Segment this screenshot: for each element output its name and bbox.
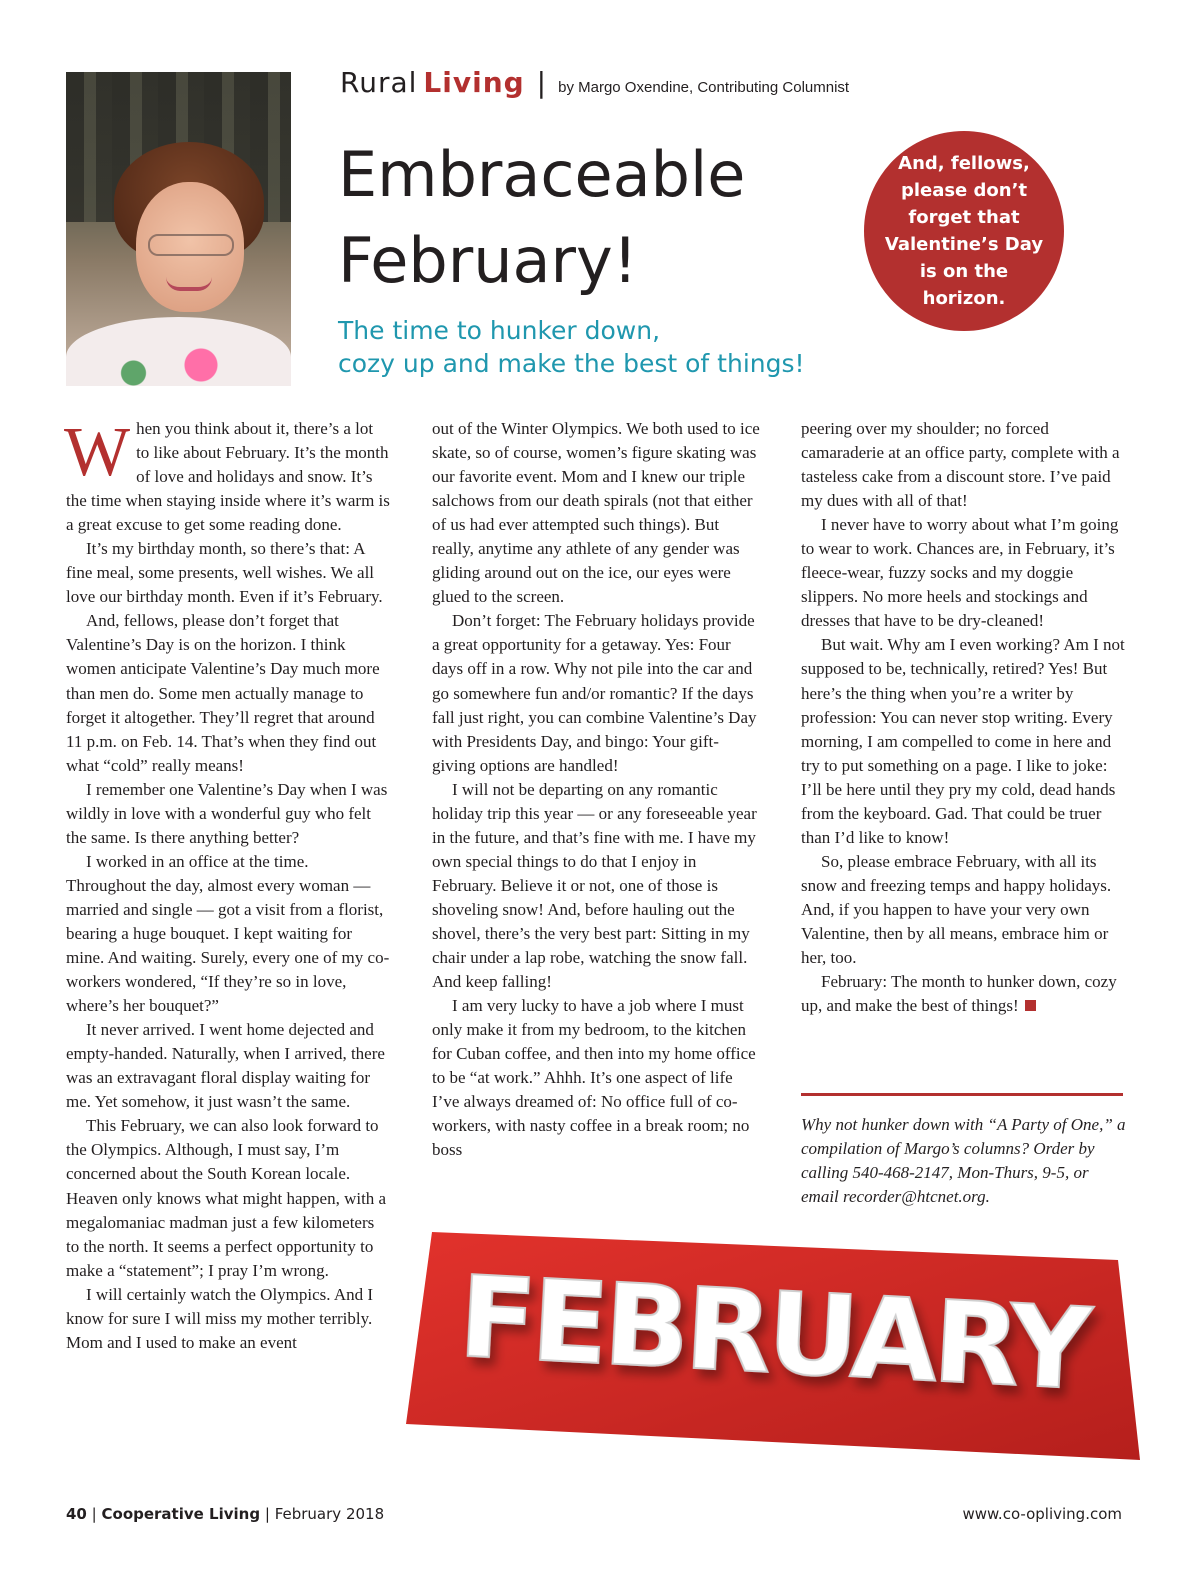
paragraph: So, please embrace February, with all its snow and freezing temps and happy holidays. And, if you happen to have your very own Valentine, then by all means, embrace him or her, too. bbox=[801, 851, 1112, 968]
paragraph: It never arrived. I went home dejected and empty-handed. Naturally, when I arrived, there was an extravagant floral display waiting for me. Yet somehow, it just wasn’t the same. bbox=[66, 1020, 385, 1112]
february-graphic bbox=[400, 1224, 1145, 1464]
paragraph: February: The month to hunker down, cozy up, and make the best of things! bbox=[801, 972, 1117, 1016]
paragraph: It’s my birthday month, so there’s that: A fine meal, some presents, well wishes. We all love our birthday month. Even if it’s February. bbox=[66, 539, 383, 607]
footer-separator: | bbox=[264, 1505, 270, 1523]
issue-date: February 2018 bbox=[274, 1505, 385, 1523]
header-separator: | bbox=[536, 66, 547, 99]
paragraph: Don’t forget: The February holidays provide a great opportunity for a getaway. Yes: Four days off in a row. Why not pile into the car and go somewhere fun and/or romantic? If the days fall just right, you can combine Valentine’s Day with Presidents Day, and bingo: Your gift-giving options are handled! bbox=[432, 611, 757, 775]
paragraph: I never have to worry about what I’m going to wear to work. Chances are, in February, it’s fleece-wear, fuzzy socks and my doggie slippers. No more heels and stockings and dresses that have to be dry-cleaned! bbox=[801, 515, 1119, 631]
section-name-living: Living bbox=[423, 66, 525, 99]
promo-divider bbox=[801, 1093, 1123, 1096]
february-banner-svg bbox=[400, 1224, 1145, 1464]
article-column-1 bbox=[64, 414, 390, 1355]
paragraph: When you think about it, there’s a lot to like about February. It’s the month of love and holidays and snow. It’s the time when staying inside where it’s warm is a great excuse to get some reading done. bbox=[64, 414, 390, 535]
paragraph: I am very lucky to have a job where I must only make it from my bedroom, to the kitchen for Cuban coffee, and then into my home office to be “at work.” Ahhh. It’s one aspect of life I’ve always dreamed of: No office full of co-workers, with nasty coffee in a break room; no boss bbox=[432, 996, 756, 1160]
subtitle-line-2: cozy up and make the best of things! bbox=[338, 349, 805, 378]
paragraph: I worked in an office at the time. Throughout the day, almost every woman — married and single — got a visit from a florist, bearing a huge bouquet. I kept waiting for mine. And waiting. Surely, every one of my co-workers wondered, “If they’re so in love, where’s her bouquet?” bbox=[66, 851, 390, 1016]
paragraph: And, fellows, please don’t forget that Valentine’s Day is on the horizon. I think women anticipate Valentine’s Day much more than men do. Some men actually manage to forget it altogether. They’ll regret that around 11 p.m. on Feb. 14. That’s when they find out what “cold” really means! bbox=[66, 611, 380, 775]
columnist-photo bbox=[66, 72, 291, 386]
banner-text: FEBRUARY bbox=[456, 1252, 1091, 1416]
page-number: 40 bbox=[66, 1505, 87, 1523]
website-link[interactable]: www.co-opliving.com bbox=[962, 1505, 1122, 1523]
article-column-2 bbox=[432, 417, 762, 1162]
column-header bbox=[340, 66, 849, 106]
article-title bbox=[338, 132, 858, 304]
drop-cap: W bbox=[64, 414, 131, 491]
title-line-1: Embraceable bbox=[338, 138, 746, 211]
title-line-2: February! bbox=[338, 224, 638, 297]
paragraph: I will not be departing on any romantic holiday trip this year — or any foreseeable year in the future, and that’s fine with me. I have my own special things to do that I enjoy in February. Believe it or not, one of those is shoveling snow! And, before hauling out the shovel, there’s the very best part: Sitting in my chair under a lap robe, watching the snow fall. And keep falling! bbox=[432, 779, 757, 992]
end-mark-icon bbox=[1025, 1000, 1036, 1011]
footer-separator: | bbox=[91, 1505, 97, 1523]
paragraph: peering over my shoulder; no forced camaraderie at an office party, complete with a tasteless cake from a discount store. I’ve paid my dues with all of that! bbox=[801, 419, 1120, 511]
paragraph: I will certainly watch the Olympics. And I know for sure I will miss my mother terribly. Mom and I used to make an event bbox=[66, 1284, 374, 1352]
footer-left bbox=[66, 1505, 384, 1523]
pull-quote-circle bbox=[864, 131, 1064, 331]
section-name-rural: Rural bbox=[340, 66, 418, 99]
paragraph: I remember one Valentine’s Day when I was wildly in love with a wonderful guy who felt the same. Is there anything better? bbox=[66, 779, 388, 847]
paragraph: This February, we can also look forward to the Olympics. Although, I must say, I’m concerned about the South Korean locale. Heaven only knows what might happen, with a megalomaniac madman just a few kilometers to the north. It seems a perfect opportunity to make a “statement”; I pray I’m wrong. bbox=[66, 1116, 387, 1280]
article-subtitle bbox=[338, 314, 858, 380]
publication-name: Cooperative Living bbox=[101, 1505, 261, 1523]
paragraph: out of the Winter Olympics. We both used to ice skate, so of course, women’s figure skating was our favorite event. Mom and I knew our triple salchows from our death spirals (not that either of us had ever attempted such things). But really, anytime any athlete of any gender was gliding around out on the ice, our eyes were glued to the screen. bbox=[432, 419, 760, 607]
subtitle-line-1: The time to hunker down, bbox=[338, 316, 661, 345]
promo-text: Why not hunker down with “A Party of One,” a compilation of Margo’s columns? Order by calling 540-468-2147, Mon-Thurs, 9-5, or email recorder@htcnet.org. bbox=[801, 1115, 1126, 1206]
byline: by Margo Oxendine, Contributing Columnist bbox=[558, 79, 850, 96]
article-column-3 bbox=[801, 417, 1127, 1018]
pull-quote-text: And, fellows, please don’t forget that Valentine’s Day is on the horizon. bbox=[884, 153, 1044, 309]
paragraph: But wait. Why am I even working? Am I not supposed to be, technically, retired? Yes! But here’s the thing when you’re a writer by profession: You can never stop writing. Every morning, I am compelled to come in here and try to put something on a page. I like to joke: I’ll be here until they pry my cold, dead hands from the keyboard. Gad. That could be truer than I’d like to know! bbox=[801, 635, 1125, 847]
